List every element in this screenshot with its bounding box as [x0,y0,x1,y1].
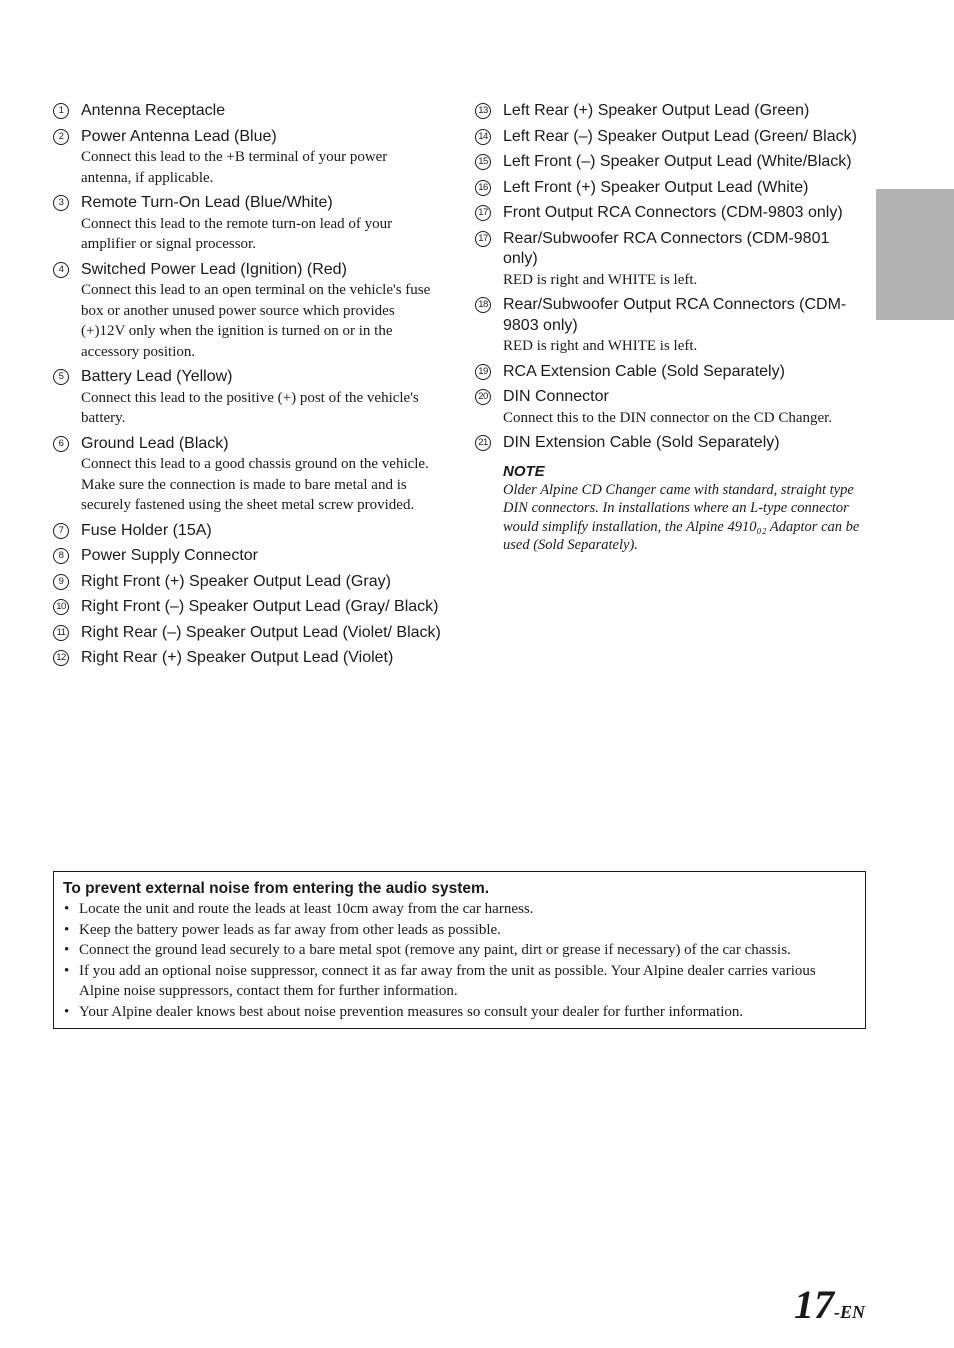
list-item [63,920,856,941]
item-description: Connect this lead to an open terminal on the vehicle's fuse box or another unused power source which provides (+)12V only when the ignition is turned on or in the accessory position. [81,282,431,360]
tip-text: Connect the ground lead securely to a bare metal spot (remove any paint, dirt or grease if necessary) of the car chassis. [79,942,791,958]
list-item [63,899,856,920]
item-title: Remote Turn-On Lead (Blue/White) [81,194,333,211]
note-block [475,462,867,555]
item-title: Battery Lead (Yellow) [81,368,233,385]
bullet-icon: • [64,901,70,917]
item-title: Right Front (–) Speaker Output Lead (Gray/ Black) [81,598,439,615]
item-number: 19 [475,364,491,380]
item-number: 16 [475,180,491,196]
list-item [53,193,441,255]
item-title: DIN Connector [503,388,609,405]
item-number: 2 [53,129,69,145]
item-number: 18 [475,297,491,313]
item-number: 13 [475,103,491,119]
item-number: 8 [53,548,69,564]
list-item [53,623,441,644]
bullet-icon: • [64,942,70,958]
item-number: 15 [475,154,491,170]
tip-text: Locate the unit and route the leads at least 10cm away from the car harness. [79,901,534,917]
left-column [53,101,441,674]
item-number: 9 [53,574,69,590]
tip-text: Your Alpine dealer knows best about noise prevention measures so consult your dealer for further information. [79,1003,744,1020]
list-item [475,229,867,291]
item-number: 21 [475,435,491,451]
item-number: 10 [53,599,69,615]
item-description: Connect this lead to the +B terminal of your power antenna, if applicable. [81,149,388,186]
side-tab-marker [876,189,954,320]
noise-tips-list [63,899,856,1022]
item-number: 17 [475,205,491,221]
item-number: 17 [475,231,491,247]
item-title: Left Rear (–) Speaker Output Lead (Green/ Black) [503,127,857,145]
list-item [53,521,441,542]
item-title: Fuse Holder (15A) [81,521,212,539]
note-heading: NOTE [503,462,545,480]
item-title: Switched Power Lead (Ignition) (Red) [81,260,347,278]
list-item [63,961,856,1002]
item-title: DIN Extension Cable (Sold Separately) [503,434,780,451]
item-number: 4 [53,262,69,278]
item-number: 14 [475,129,491,145]
item-description: Connect this lead to the remote turn-on lead of your amplifier or signal processor. [81,215,393,252]
list-item [53,367,441,429]
item-title: Left Front (+) Speaker Output Lead (White) [503,178,809,196]
list-item [475,203,867,224]
item-title: Left Rear (+) Speaker Output Lead (Green) [503,102,810,119]
bullet-icon: • [64,1003,70,1020]
page-number [794,1283,865,1327]
item-description: RED is right and WHITE is left. [503,271,698,288]
list-item [475,295,867,357]
item-number: 20 [475,389,491,405]
list-item [475,362,867,383]
list-item [63,1002,856,1023]
list-item [475,101,867,122]
item-description: Connect this lead to the positive (+) post of the vehicle's battery. [81,389,419,426]
noise-prevention-box [53,871,866,1029]
item-title: Right Rear (–) Speaker Output Lead (Violet/ Black) [81,623,441,641]
page-language-suffix: -EN [834,1302,865,1322]
list-item [53,434,441,516]
item-title: Right Front (+) Speaker Output Lead (Gray) [81,572,391,590]
list-item [53,572,441,593]
item-number: 7 [53,523,69,539]
list-item [475,433,867,454]
list-item [475,127,867,148]
right-column [475,101,867,555]
item-number: 5 [53,369,69,385]
noise-box-title: To prevent external noise from entering the audio system. [63,880,490,897]
bullet-icon: • [64,962,70,979]
item-title: RCA Extension Cable (Sold Separately) [503,362,785,380]
item-title: Antenna Receptacle [81,102,226,119]
list-item [475,387,867,428]
list-item [53,101,441,122]
item-number: 3 [53,195,69,211]
tip-text: Keep the battery power leads as far away from other leads as possible. [79,921,501,938]
item-number: 11 [53,625,69,641]
item-title: Rear/Subwoofer RCA Connectors (CDM-9801 only) [503,229,830,267]
list-item [475,152,867,173]
bullet-icon: • [64,921,70,938]
list-item [53,127,441,189]
item-title: Front Output RCA Connectors (CDM-9803 only) [503,204,843,221]
list-item [53,260,441,363]
item-number: 6 [53,436,69,452]
item-title: Ground Lead (Black) [81,434,229,452]
list-item [63,940,856,961]
item-title: Right Rear (+) Speaker Output Lead (Violet) [81,649,394,666]
item-description: Connect this to the DIN connector on the CD Changer. [503,409,833,426]
list-item [53,546,441,567]
item-title: Left Front (–) Speaker Output Lead (White/Black) [503,153,852,170]
note-text: Older Alpine CD Changer came with standard, straight type DIN connectors. In installations where an L-type connector would simplify installation, the Alpine 4910₀₂ Adaptor can be used (Sold Separately). [503,481,860,553]
item-title: Power Supply Connector [81,547,258,564]
list-item [53,648,441,669]
list-item [53,597,441,618]
item-number: 12 [53,650,69,666]
list-item [475,178,867,199]
item-title: Power Antenna Lead (Blue) [81,127,277,145]
tip-text: If you add an optional noise suppressor, connect it as far away from the unit as possible. Your Alpine dealer carries various Alpine noise suppressors, contact them for further information. [79,962,816,999]
item-title: Rear/Subwoofer Output RCA Connectors (CDM-9803 only) [503,296,847,334]
item-number: 1 [53,103,69,119]
item-description: RED is right and WHITE is left. [503,338,698,354]
item-description: Connect this lead to a good chassis ground on the vehicle. Make sure the connection is made to bare metal and is securely fastened using the sheet metal screw provided. [81,456,429,513]
page-number-value: 17 [794,1282,834,1327]
